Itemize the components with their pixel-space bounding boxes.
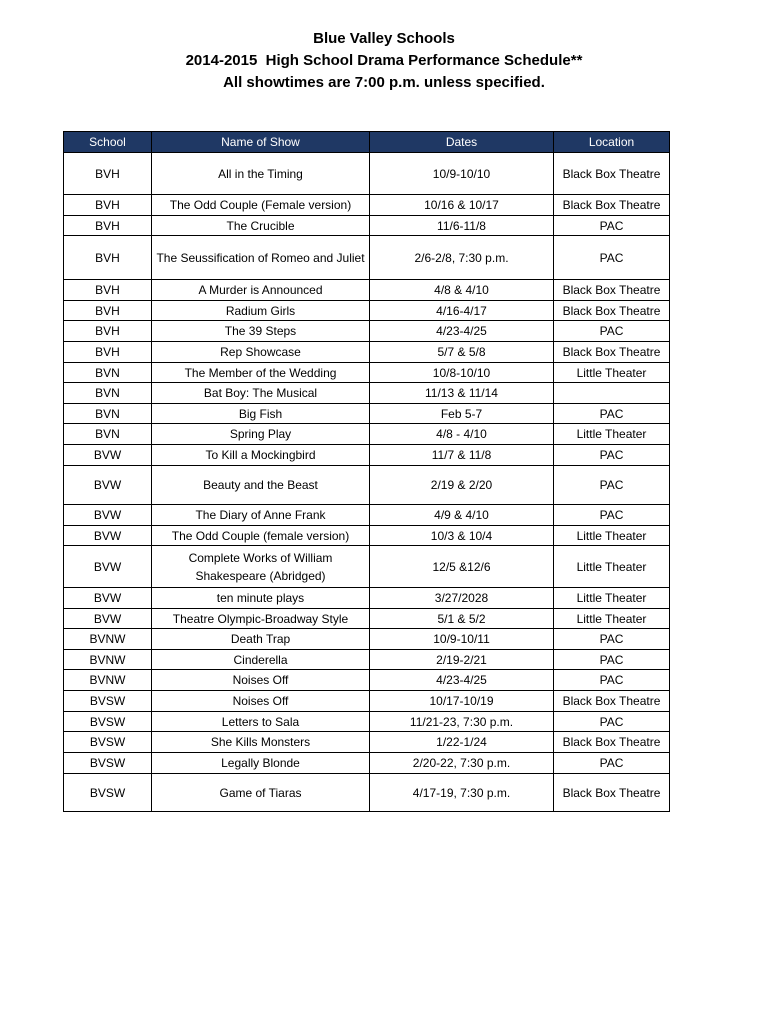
cell-dates: 10/16 & 10/17 [370, 195, 554, 216]
cell-school: BVH [64, 301, 152, 321]
column-header-school: School [64, 132, 152, 153]
cell-show-name: Noises Off [152, 691, 370, 712]
cell-show-name: The Odd Couple (female version) [152, 526, 370, 546]
cell-show-name: Death Trap [152, 629, 370, 650]
table-body [64, 153, 670, 812]
table-row [64, 195, 670, 216]
cell-school: BVH [64, 236, 152, 280]
cell-location: Little Theater [554, 546, 670, 588]
cell-location: PAC [554, 216, 670, 236]
cell-school: BVSW [64, 732, 152, 753]
document-title: Blue Valley Schools [313, 30, 455, 47]
cell-school: BVNW [64, 670, 152, 691]
cell-show-name: A Murder is Announced [152, 280, 370, 301]
cell-dates: 11/13 & 11/14 [370, 383, 554, 404]
table-row [64, 404, 670, 424]
cell-school: BVN [64, 404, 152, 424]
cell-dates: 11/21-23, 7:30 p.m. [370, 712, 554, 732]
cell-show-name: To Kill a Mockingbird [152, 445, 370, 466]
cell-show-name: Noises Off [152, 670, 370, 691]
cell-location: Black Box Theatre [554, 774, 670, 812]
cell-dates: 4/23-4/25 [370, 670, 554, 691]
cell-show-name: Letters to Sala [152, 712, 370, 732]
table-row [64, 153, 670, 195]
cell-show-name: The Crucible [152, 216, 370, 236]
cell-school: BVN [64, 363, 152, 383]
cell-location: Black Box Theatre [554, 691, 670, 712]
cell-dates: 4/8 - 4/10 [370, 424, 554, 445]
cell-school: BVNW [64, 629, 152, 650]
cell-location: Little Theater [554, 588, 670, 609]
showtime-note: All showtimes are 7:00 p.m. unless specified. [223, 74, 545, 91]
cell-show-name: ten minute plays [152, 588, 370, 609]
cell-dates: 2/6-2/8, 7:30 p.m. [370, 236, 554, 280]
cell-show-name: The Odd Couple (Female version) [152, 195, 370, 216]
cell-dates: 10/9-10/10 [370, 153, 554, 195]
column-header-show: Name of Show [152, 132, 370, 153]
cell-school: BVW [64, 546, 152, 588]
cell-school: BVW [64, 609, 152, 629]
cell-show-name: Beauty and the Beast [152, 466, 370, 505]
cell-dates: 5/1 & 5/2 [370, 609, 554, 629]
cell-school: BVH [64, 321, 152, 342]
table-header-row [64, 132, 670, 153]
cell-school: BVW [64, 588, 152, 609]
cell-school: BVSW [64, 691, 152, 712]
cell-dates: 10/17-10/19 [370, 691, 554, 712]
cell-location: PAC [554, 321, 670, 342]
cell-location: PAC [554, 670, 670, 691]
cell-show-name: Cinderella [152, 650, 370, 670]
cell-dates: 4/23-4/25 [370, 321, 554, 342]
cell-school: BVH [64, 280, 152, 301]
cell-location [554, 383, 670, 404]
cell-location: PAC [554, 445, 670, 466]
cell-dates: 4/8 & 4/10 [370, 280, 554, 301]
cell-school: BVN [64, 383, 152, 404]
cell-school: BVSW [64, 774, 152, 812]
cell-location: PAC [554, 650, 670, 670]
cell-dates: 5/7 & 5/8 [370, 342, 554, 363]
table-row [64, 609, 670, 629]
column-header-location: Location [554, 132, 670, 153]
document-subtitle: 2014-2015 High School Drama Performance Schedule** [185, 52, 583, 69]
table-row [64, 505, 670, 526]
cell-location: Little Theater [554, 609, 670, 629]
cell-show-name: Game of Tiaras [152, 774, 370, 812]
cell-dates: 10/8-10/10 [370, 363, 554, 383]
table-row [64, 650, 670, 670]
table-row [64, 774, 670, 812]
cell-school: BVH [64, 153, 152, 195]
table-row [64, 363, 670, 383]
cell-show-name: The 39 Steps [152, 321, 370, 342]
cell-dates: 11/6-11/8 [370, 216, 554, 236]
table-row [64, 732, 670, 753]
cell-dates: 11/7 & 11/8 [370, 445, 554, 466]
cell-dates: 4/9 & 4/10 [370, 505, 554, 526]
cell-show-name: All in the Timing [152, 153, 370, 195]
cell-school: BVW [64, 466, 152, 505]
cell-location: PAC [554, 236, 670, 280]
cell-show-name: Radium Girls [152, 301, 370, 321]
cell-dates: 3/27/2028 [370, 588, 554, 609]
document-title-block [0, 28, 768, 94]
cell-location: Black Box Theatre [554, 195, 670, 216]
cell-show-name: The Seussification of Romeo and Juliet [152, 236, 370, 280]
table-row [64, 424, 670, 445]
cell-show-name: The Member of the Wedding [152, 363, 370, 383]
table-row [64, 670, 670, 691]
cell-show-name: The Diary of Anne Frank [152, 505, 370, 526]
cell-show-name: Spring Play [152, 424, 370, 445]
cell-location: Black Box Theatre [554, 301, 670, 321]
cell-location: PAC [554, 404, 670, 424]
cell-school: BVW [64, 505, 152, 526]
table-row [64, 280, 670, 301]
schedule-table [63, 131, 670, 812]
cell-school: BVSW [64, 753, 152, 774]
cell-dates: 4/16-4/17 [370, 301, 554, 321]
cell-location: PAC [554, 505, 670, 526]
table-row [64, 753, 670, 774]
cell-school: BVN [64, 424, 152, 445]
cell-dates: 10/3 & 10/4 [370, 526, 554, 546]
cell-dates: 2/20-22, 7:30 p.m. [370, 753, 554, 774]
cell-school: BVNW [64, 650, 152, 670]
cell-location: Little Theater [554, 363, 670, 383]
table-row [64, 216, 670, 236]
cell-location: Black Box Theatre [554, 732, 670, 753]
table-row [64, 445, 670, 466]
cell-show-name: Legally Blonde [152, 753, 370, 774]
table-row [64, 383, 670, 404]
table-row [64, 301, 670, 321]
table-row [64, 588, 670, 609]
cell-show-name: Big Fish [152, 404, 370, 424]
cell-school: BVH [64, 195, 152, 216]
cell-location: PAC [554, 466, 670, 505]
cell-school: BVSW [64, 712, 152, 732]
table-row [64, 712, 670, 732]
cell-location: PAC [554, 753, 670, 774]
cell-location: PAC [554, 712, 670, 732]
cell-show-name: Theatre Olympic-Broadway Style [152, 609, 370, 629]
table-row [64, 526, 670, 546]
cell-show-name: Bat Boy: The Musical [152, 383, 370, 404]
cell-school: BVW [64, 526, 152, 546]
cell-school: BVW [64, 445, 152, 466]
cell-dates: Feb 5-7 [370, 404, 554, 424]
table-row [64, 546, 670, 588]
column-header-dates: Dates [370, 132, 554, 153]
table-row [64, 236, 670, 280]
table-row [64, 321, 670, 342]
cell-dates: 10/9-10/11 [370, 629, 554, 650]
cell-location: Black Box Theatre [554, 280, 670, 301]
cell-dates: 2/19 & 2/20 [370, 466, 554, 505]
table-row [64, 342, 670, 363]
cell-school: BVH [64, 216, 152, 236]
cell-location: Black Box Theatre [554, 342, 670, 363]
table-row [64, 466, 670, 505]
cell-dates: 1/22-1/24 [370, 732, 554, 753]
cell-show-name: Rep Showcase [152, 342, 370, 363]
cell-location: Black Box Theatre [554, 153, 670, 195]
table-row [64, 691, 670, 712]
cell-location: Little Theater [554, 424, 670, 445]
cell-show-name: She Kills Monsters [152, 732, 370, 753]
cell-location: PAC [554, 629, 670, 650]
cell-location: Little Theater [554, 526, 670, 546]
cell-school: BVH [64, 342, 152, 363]
table-row [64, 629, 670, 650]
cell-show-name: Complete Works of William Shakespeare (Abridged) [152, 546, 370, 588]
cell-dates: 2/19-2/21 [370, 650, 554, 670]
cell-dates: 12/5 &12/6 [370, 546, 554, 588]
cell-dates: 4/17-19, 7:30 p.m. [370, 774, 554, 812]
